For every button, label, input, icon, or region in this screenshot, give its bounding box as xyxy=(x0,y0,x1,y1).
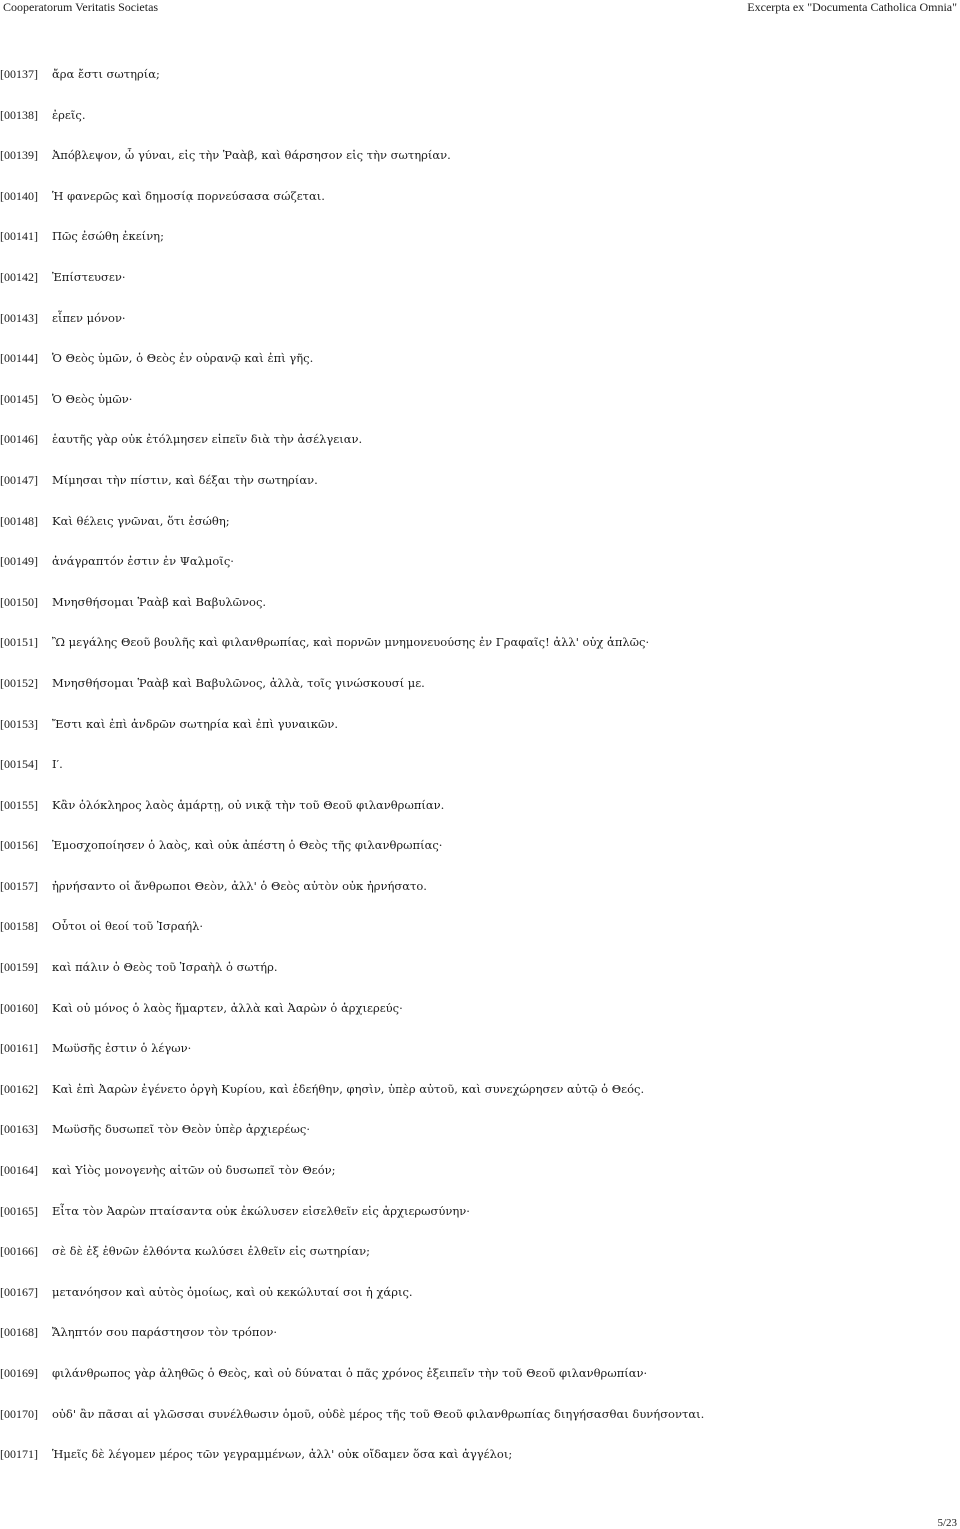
text-line xyxy=(0,1446,958,1487)
line-text: καὶ Υἱὸς μονογενὴς αἰτῶν οὐ δυσωπεῖ τὸν Θεόν; xyxy=(52,1163,336,1178)
text-line xyxy=(0,1162,958,1203)
line-number: [00168] xyxy=(0,1325,38,1340)
line-text: Καὶ ἐπὶ Ἀαρὼν ἐγένετο ὀργὴ Κυρίου, καὶ ἐδεήθην, φησὶν, ὑπὲρ αὐτοῦ, καὶ συνεχώρησεν αὐτῷ ὁ Θεός. xyxy=(52,1081,645,1096)
line-number: [00167] xyxy=(0,1284,38,1299)
text-line xyxy=(0,188,958,229)
line-text: Οὗτοι οἱ θεοί τοῦ Ἰσραήλ· xyxy=(52,919,204,934)
line-text: Ὁ Θεὸς ὑμῶν· xyxy=(52,391,133,406)
text-line xyxy=(0,918,958,959)
line-number: [00139] xyxy=(0,148,38,163)
text-line xyxy=(0,959,958,1000)
text-line xyxy=(0,1365,958,1406)
line-number: [00137] xyxy=(0,67,38,81)
text-line xyxy=(0,878,958,919)
line-number: [00141] xyxy=(0,229,38,244)
text-line xyxy=(0,1081,958,1122)
line-number: [00165] xyxy=(0,1203,38,1218)
line-text: Ἐπίστευσεν· xyxy=(52,269,126,284)
page-number: 5/23 xyxy=(937,1517,957,1529)
text-line xyxy=(0,107,958,148)
text-line xyxy=(0,350,958,391)
line-text: Μωϋσῆς δυσωπεῖ τὸν Θεὸν ὑπὲρ ἀρχιερέως· xyxy=(52,1122,310,1137)
line-text: σὲ δὲ ἐξ ἐθνῶν ἐλθόντα κωλύσει ἐλθεῖν εἰς σωτηρίαν; xyxy=(52,1244,371,1259)
text-line xyxy=(0,1000,958,1041)
text-line xyxy=(0,66,958,107)
line-text: Ἔστι καὶ ἐπὶ ἀνδρῶν σωτηρία καὶ ἐπὶ γυναικῶν. xyxy=(52,716,338,731)
line-text: Μνησθήσομαι Ῥαὰβ καὶ Βαβυλῶνος, ἀλλὰ, τοῖς γινώσκουσί με. xyxy=(52,675,425,690)
line-number: [00140] xyxy=(0,188,38,203)
line-number: [00156] xyxy=(0,838,38,853)
line-number: [00153] xyxy=(0,716,38,731)
line-text: Μνησθήσομαι Ῥαὰβ καὶ Βαβυλῶνος. xyxy=(52,594,267,609)
text-line xyxy=(0,391,958,432)
text-line xyxy=(0,1243,958,1284)
line-number: [00164] xyxy=(0,1163,38,1178)
text-lines xyxy=(0,66,958,1487)
line-number: [00152] xyxy=(0,675,38,690)
text-line xyxy=(0,1121,958,1162)
line-number: [00154] xyxy=(0,757,38,772)
text-line xyxy=(0,472,958,513)
line-number: [00138] xyxy=(0,107,38,122)
line-text: μετανόησον καὶ αὐτὸς ὁμοίως, καὶ οὐ κεκώλυταί σοι ἡ χάρις. xyxy=(52,1284,413,1299)
line-number: [00161] xyxy=(0,1041,38,1056)
line-text: ἑαυτῆς γὰρ οὐκ ἐτόλμησεν εἰπεῖν διὰ τὴν ἀσέλγειαν. xyxy=(52,432,363,447)
line-text: Πῶς ἐσώθη ἐκείνη; xyxy=(52,229,164,244)
line-text: ἀνάγραπτόν ἐστιν ἐν Ψαλμοῖς· xyxy=(52,554,234,569)
text-line xyxy=(0,837,958,878)
line-number: [00171] xyxy=(0,1447,38,1462)
line-number: [00151] xyxy=(0,635,38,650)
line-number: [00142] xyxy=(0,269,38,284)
text-line xyxy=(0,756,958,797)
line-text: καὶ πάλιν ὁ Θεὸς τοῦ Ἰσραὴλ ὁ σωτήρ. xyxy=(52,960,278,975)
header-source: Cooperatorum Veritatis Societas xyxy=(3,0,159,14)
text-line xyxy=(0,675,958,716)
line-text: Ἄληπτόν σου παράστησον τὸν τρόπον· xyxy=(52,1325,278,1340)
text-line xyxy=(0,1406,958,1447)
text-line xyxy=(0,634,958,675)
line-text: Μίμησαι τὴν πίστιν, καὶ δέξαι τὴν σωτηρίαν. xyxy=(52,472,318,487)
line-text: Ι′. xyxy=(52,757,63,772)
text-line xyxy=(0,1284,958,1325)
line-number: [00144] xyxy=(0,351,38,366)
text-line xyxy=(0,716,958,757)
line-number: [00148] xyxy=(0,513,38,528)
line-text: Ἀπόβλεψον, ὦ γύναι, εἰς τὴν Ῥαὰβ, καὶ θάρσησον εἰς τὴν σωτηρίαν. xyxy=(52,148,451,163)
line-number: [00163] xyxy=(0,1122,38,1137)
line-number: [00145] xyxy=(0,391,38,406)
line-number: [00166] xyxy=(0,1244,38,1259)
text-line xyxy=(0,553,958,594)
line-text: Μωϋσῆς ἐστιν ὁ λέγων· xyxy=(52,1041,192,1056)
line-text: Εἶτα τὸν Ἀαρὼν πταίσαντα οὐκ ἐκώλυσεν εἰσελθεῖν εἰς ἀρχιερωσύνην· xyxy=(52,1203,470,1218)
line-text: φιλάνθρωπος γὰρ ἀληθῶς ὁ Θεὸς, καὶ οὐ δύναται ὁ πᾶς χρόνος ἐξειπεῖν τὴν τοῦ Θεοῦ φιλανθρωπίαν· xyxy=(52,1366,648,1380)
line-text: ἄρα ἔστι σωτηρία; xyxy=(52,67,160,81)
text-line xyxy=(0,269,958,310)
line-text: εἶπεν μόνον· xyxy=(52,310,126,325)
line-number: [00158] xyxy=(0,919,38,934)
line-number: [00170] xyxy=(0,1406,38,1421)
line-number: [00146] xyxy=(0,432,38,447)
line-number: [00147] xyxy=(0,472,38,487)
text-line xyxy=(0,431,958,472)
line-text: Κἂν ὁλόκληρος λαὸς ἁμάρτῃ, οὐ νικᾷ τὴν τοῦ Θεοῦ φιλανθρωπίαν. xyxy=(52,797,445,812)
text-line xyxy=(0,594,958,635)
text-line xyxy=(0,228,958,269)
line-text: οὐδ' ἂν πᾶσαι αἱ γλῶσσαι συνέλθωσιν ὁμοῦ, οὐδὲ μέρος τῆς τοῦ Θεοῦ φιλανθρωπίας διηγήσασθαι δυνήσονται. xyxy=(52,1406,705,1421)
line-text: Καὶ θέλεις γνῶναι, ὅτι ἐσώθη; xyxy=(52,513,230,528)
text-line xyxy=(0,1040,958,1081)
header-title: Excerpta ex "Documenta Catholica Omnia" xyxy=(747,0,957,14)
line-text: Καὶ οὐ μόνος ὁ λαὸς ἥμαρτεν, ἀλλὰ καὶ Ἀαρὼν ὁ ἀρχιερεύς· xyxy=(52,1000,403,1015)
line-number: [00157] xyxy=(0,878,38,893)
text-line xyxy=(0,797,958,838)
line-number: [00155] xyxy=(0,797,38,812)
line-text: Ὢ μεγάλης Θεοῦ βουλῆς καὶ φιλανθρωπίας, καὶ πορνῶν μνημονευούσης ἐν Γραφαῖς! ἀλλ' οὐχ ἁπλῶς· xyxy=(52,635,650,650)
line-number: [00169] xyxy=(0,1366,38,1380)
text-line xyxy=(0,1324,958,1365)
line-text: Ἡμεῖς δὲ λέγομεν μέρος τῶν γεγραμμένων, ἀλλ' οὐκ οἴδαμεν ὅσα καὶ ἀγγέλοι; xyxy=(52,1447,513,1462)
text-line xyxy=(0,513,958,554)
text-line xyxy=(0,147,958,188)
line-text: ἠρνήσαντο οἱ ἄνθρωποι Θεὸν, ἀλλ' ὁ Θεὸς αὐτὸν οὐκ ἠρνήσατο. xyxy=(52,878,427,893)
line-text: ἐρεῖς. xyxy=(52,107,86,122)
line-number: [00149] xyxy=(0,554,38,569)
text-line xyxy=(0,1203,958,1244)
line-number: [00162] xyxy=(0,1081,38,1096)
line-number: [00143] xyxy=(0,310,38,325)
line-number: [00160] xyxy=(0,1000,38,1015)
line-text: Ἐμοσχοποίησεν ὁ λαὸς, καὶ οὐκ ἀπέστη ὁ Θεὸς τῆς φιλανθρωπίας· xyxy=(52,838,443,853)
page-header xyxy=(0,0,960,18)
line-text: Ἡ φανερῶς καὶ δημοσίᾳ πορνεύσασα σώζεται. xyxy=(52,188,325,203)
text-line xyxy=(0,310,958,351)
line-number: [00159] xyxy=(0,960,38,975)
line-number: [00150] xyxy=(0,594,38,609)
line-text: Ὁ Θεὸς ὑμῶν, ὁ Θεὸς ἐν οὐρανῷ καὶ ἐπὶ γῆς. xyxy=(52,351,314,366)
